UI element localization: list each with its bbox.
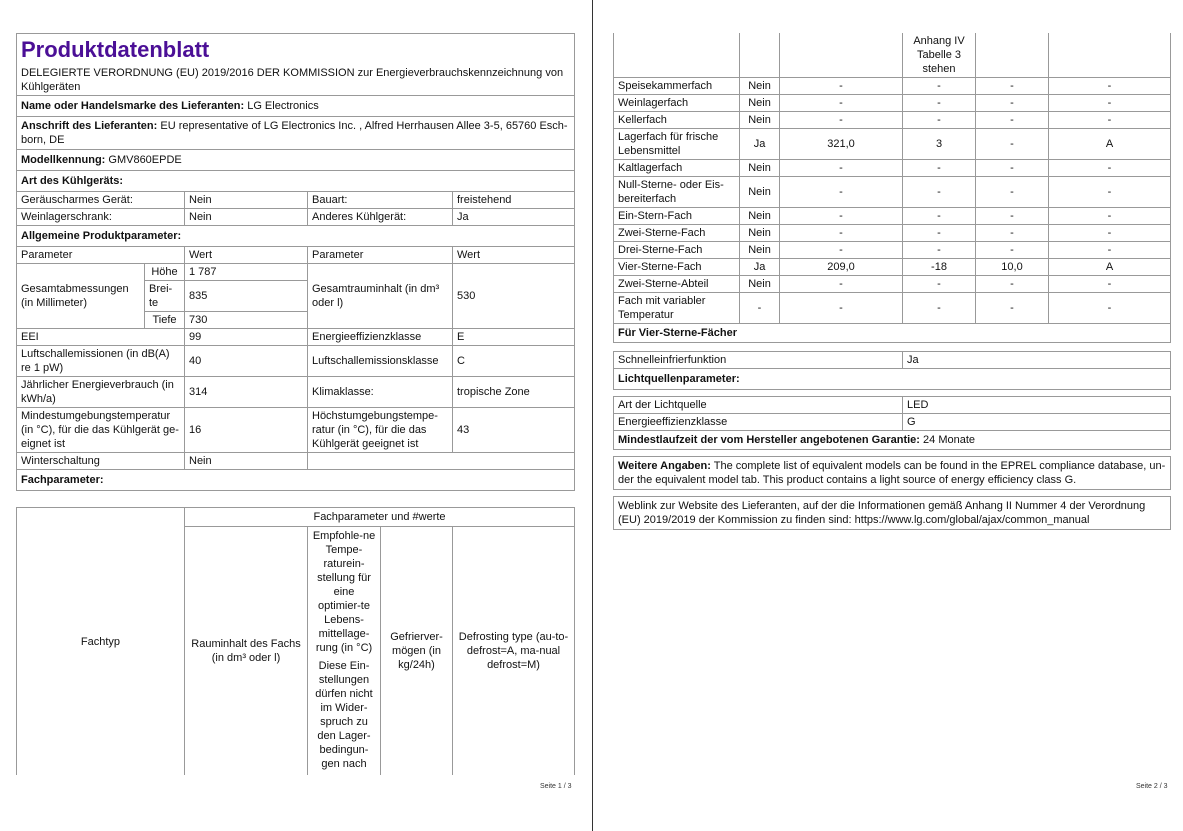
compartment-freeze: - <box>976 78 1049 95</box>
compartment-temp: - <box>903 208 976 225</box>
compartment-temp: - <box>903 293 976 324</box>
winter-label: Winterschaltung <box>17 453 185 470</box>
empty-cell <box>308 453 575 470</box>
address-value: EU representative of LG Electronics Inc. , Alfred Herrhausen Allee 3-5, 65760 Esch-born, DE <box>21 120 568 146</box>
light-type-value: LED <box>903 397 1171 414</box>
compartment-present: Nein <box>740 276 780 293</box>
compartment-temp: - <box>903 95 976 112</box>
general-params-header: Allgemeine Produktparameter: <box>17 226 575 247</box>
light-class-label: Energieeffizienzklasse <box>614 414 903 431</box>
compartment-defrost: - <box>1049 276 1171 293</box>
page-title: Produktdatenblatt <box>17 34 575 66</box>
annual-energy-value: 314 <box>185 377 308 408</box>
winter-value: Nein <box>185 453 308 470</box>
regulation-text: DELEGIERTE VERORDNUNG (EU) 2019/2016 DER KOMMISSION zur Energieverbrauchskennzeichnung von Kühlgeräten <box>17 65 575 96</box>
height-value: 1 787 <box>185 264 308 281</box>
compartment-temp: -18 <box>903 259 976 276</box>
compartment-temp: - <box>903 225 976 242</box>
compartment-present: Nein <box>740 177 780 208</box>
quiet-value: Nein <box>185 192 308 209</box>
compartment-volume: - <box>780 276 903 293</box>
wine-value: Nein <box>185 209 308 226</box>
param-col-header: Parameter <box>17 247 185 264</box>
compartment-freeze: - <box>976 293 1049 324</box>
compartment-defrost: - <box>1049 293 1171 324</box>
design-label: Bauart: <box>308 192 453 209</box>
supplier-label: Name oder Handelsmarke des Lieferanten: <box>21 100 245 112</box>
compartment-row <box>614 95 1171 112</box>
compartment-name: Weinlagerfach <box>614 95 740 112</box>
compartment-freeze: - <box>976 95 1049 112</box>
page-footer-2: Seite 2 / 3 <box>1136 783 1168 790</box>
compartment-freeze: - <box>976 112 1049 129</box>
compartment-freeze: - <box>976 242 1049 259</box>
dimensions-label: Gesamtabmessungen (in Millimeter) <box>17 264 145 329</box>
compartment-name: Zwei-Sterne-Fach <box>614 225 740 242</box>
light-source-header: Lichtquellenparameter: <box>614 369 1171 390</box>
compartment-row <box>614 276 1171 293</box>
compartment-freeze: - <box>976 276 1049 293</box>
light-class-value: G <box>903 414 1171 431</box>
quick-freeze-label: Schnelleinfrierfunktion <box>614 352 903 369</box>
temperature-note-continued: Anhang IV Tabelle 3 stehen <box>903 33 976 78</box>
compartment-defrost: - <box>1049 242 1171 259</box>
compartment-defrost: - <box>1049 208 1171 225</box>
min-temp-label: Mindestumgebungstemperatur (in °C), für die das Kühlgerät ge-eignet ist <box>17 408 185 453</box>
compartment-present: - <box>740 293 780 324</box>
max-temp-label: Höchstumgebungstempe-ratur (in °C), für die das Kühlgerät geeignet ist <box>308 408 453 453</box>
climate-class-label: Klimaklasse: <box>308 377 453 408</box>
eei-label: EEI <box>17 329 185 346</box>
compartment-freeze: - <box>976 208 1049 225</box>
other-label: Anderes Kühlgerät: <box>308 209 453 226</box>
compartment-temp: - <box>903 160 976 177</box>
compartment-volume: - <box>780 208 903 225</box>
width-label: Brei-te <box>145 281 185 312</box>
compartment-temp: - <box>903 112 976 129</box>
height-label: Höhe <box>145 264 185 281</box>
compartment-row <box>614 293 1171 324</box>
compartment-name: Vier-Sterne-Fach <box>614 259 740 276</box>
compartment-temp: - <box>903 276 976 293</box>
col-freezing-capacity: Gefrierver-mögen (in kg/24h) <box>381 527 453 776</box>
further-info-value: The complete list of equivalent models can be found in the EPREL compliance database, un-der the equivalent model tab. This product contains a light source of energy efficiency class G. <box>618 460 1166 486</box>
compartment-freeze: - <box>976 225 1049 242</box>
noise-class-value: C <box>453 346 575 377</box>
compartment-volume: - <box>780 242 903 259</box>
compartment-row <box>614 208 1171 225</box>
further-info-label: Weitere Angaben: <box>618 460 711 472</box>
compartment-present: Nein <box>740 160 780 177</box>
compartment-freeze: 10,0 <box>976 259 1049 276</box>
compartment-volume: - <box>780 225 903 242</box>
col-defrost-type: Defrosting type (au-to-defrost=A, ma-nual defrost=M) <box>453 527 575 776</box>
width-value: 835 <box>185 281 308 312</box>
compartment-volume: - <box>780 160 903 177</box>
weblink-url[interactable]: https://www.lg.com/global/ajax/common_manual <box>854 514 1090 526</box>
compartment-volume: - <box>780 112 903 129</box>
light-type-label: Art der Lichtquelle <box>614 397 903 414</box>
col-volume: Rauminhalt des Fachs (in dm³ oder l) <box>185 527 308 776</box>
col-temperature: Empfohle-ne Tempe-raturein-stellung für eine optimier-te Lebens-mittellage-rung (in °C) <box>312 530 376 654</box>
wine-label: Weinlagerschrank: <box>17 209 185 226</box>
compartment-temp: - <box>903 242 976 259</box>
compartment-name: Speisekammerfach <box>614 78 740 95</box>
value-col-header: Wert <box>185 247 308 264</box>
compartment-defrost: - <box>1049 95 1171 112</box>
compartment-defrost: - <box>1049 225 1171 242</box>
compartment-row <box>614 112 1171 129</box>
col-group-header: Fachparameter und #werte <box>185 508 575 527</box>
compartment-row <box>614 160 1171 177</box>
min-temp-value: 16 <box>185 408 308 453</box>
compartment-row <box>614 259 1171 276</box>
compartment-volume: - <box>780 95 903 112</box>
model-value: GMV860EPDE <box>108 154 182 166</box>
param-col-header-2: Parameter <box>308 247 453 264</box>
compartment-defrost: - <box>1049 78 1171 95</box>
warranty-value: 24 Monate <box>923 434 976 446</box>
noise-class-label: Luftschallemissionsklasse <box>308 346 453 377</box>
page-2 <box>593 0 1183 831</box>
compartment-name: Lagerfach für frische Lebensmittel <box>614 129 740 160</box>
address-label: Anschrift des Lieferanten: <box>21 120 158 132</box>
quiet-label: Geräuscharmes Gerät: <box>17 192 185 209</box>
compartment-present: Nein <box>740 208 780 225</box>
compartment-defrost: - <box>1049 112 1171 129</box>
page-footer-1: Seite 1 / 3 <box>540 783 572 790</box>
compartment-present: Ja <box>740 129 780 160</box>
annual-energy-label: Jährlicher Energieverbrauch (in kWh/a) <box>17 377 185 408</box>
compartment-volume: - <box>780 293 903 324</box>
compartment-row <box>614 177 1171 208</box>
compartment-defrost: - <box>1049 177 1171 208</box>
depth-label: Tiefe <box>145 312 185 329</box>
compartment-volume: 321,0 <box>780 129 903 160</box>
compartment-name: Ein-Stern-Fach <box>614 208 740 225</box>
warranty-label: Mindestlaufzeit der vom Hersteller angebotenen Garantie: <box>618 434 920 446</box>
product-datasheet-table <box>16 33 575 491</box>
compartment-present: Nein <box>740 225 780 242</box>
compartment-row <box>614 225 1171 242</box>
noise-value: 40 <box>185 346 308 377</box>
compartment-present: Nein <box>740 112 780 129</box>
compartment-volume: 209,0 <box>780 259 903 276</box>
compartment-freeze: - <box>976 177 1049 208</box>
compartment-freeze: - <box>976 160 1049 177</box>
compartment-name: Kellerfach <box>614 112 740 129</box>
compartment-defrost: - <box>1049 160 1171 177</box>
compartment-temp: - <box>903 177 976 208</box>
compartment-row <box>614 78 1171 95</box>
compartment-defrost: A <box>1049 259 1171 276</box>
weblink-text: Weblink zur Website des Lieferanten, auf der die Informationen gemäß Anhang II Nummer 4 der Verordnung (EU) 2019/2019 der Kommission zu finden sind: <box>618 500 1146 526</box>
energy-class-label: Energieeffizienzklasse <box>308 329 453 346</box>
design-value: freistehend <box>453 192 575 209</box>
compartment-freeze: - <box>976 129 1049 160</box>
col-compartment-type: Fachtyp <box>17 508 185 776</box>
max-temp-value: 43 <box>453 408 575 453</box>
compartment-name: Zwei-Sterne-Abteil <box>614 276 740 293</box>
compartment-row <box>614 242 1171 259</box>
supplier-value: LG Electronics <box>247 100 319 112</box>
noise-label: Luftschallemissionen (in dB(A) re 1 pW) <box>17 346 185 377</box>
compartment-row <box>614 129 1171 160</box>
appliance-type-header: Art des Kühlgeräts: <box>17 171 575 192</box>
compartment-temp: - <box>903 78 976 95</box>
quick-freeze-value: Ja <box>903 352 1171 369</box>
col-temperature-note: Diese Ein-stellungen dürfen nicht im Wider-spruch zu den Lager-bedingun-gen nach <box>315 660 373 770</box>
compartment-volume: - <box>780 177 903 208</box>
energy-class-value: E <box>453 329 575 346</box>
compartment-defrost: A <box>1049 129 1171 160</box>
eei-value: 99 <box>185 329 308 346</box>
compartment-params-header: Fachparameter: <box>17 470 575 491</box>
compartment-name: Kaltlagerfach <box>614 160 740 177</box>
volume-value: 530 <box>453 264 575 329</box>
four-star-header: Für Vier-Sterne-Fächer <box>614 324 1171 343</box>
other-value: Ja <box>453 209 575 226</box>
compartment-present: Nein <box>740 95 780 112</box>
compartment-volume: - <box>780 78 903 95</box>
compartment-header-table <box>16 507 575 775</box>
compartment-present: Ja <box>740 259 780 276</box>
value-col-header-2: Wert <box>453 247 575 264</box>
climate-class-value: tropische Zone <box>453 377 575 408</box>
additional-info-table <box>613 323 1171 530</box>
compartment-name: Drei-Sterne-Fach <box>614 242 740 259</box>
volume-label: Gesamtrauminhalt (in dm³ oder l) <box>308 264 453 329</box>
compartment-present: Nein <box>740 242 780 259</box>
model-label: Modellkennung: <box>21 154 106 166</box>
compartment-present: Nein <box>740 78 780 95</box>
compartment-name: Null-Sterne- oder Eis-bereiterfach <box>614 177 740 208</box>
depth-value: 730 <box>185 312 308 329</box>
compartment-temp: 3 <box>903 129 976 160</box>
compartment-name: Fach mit variabler Temperatur <box>614 293 740 324</box>
compartment-table <box>613 33 1171 324</box>
